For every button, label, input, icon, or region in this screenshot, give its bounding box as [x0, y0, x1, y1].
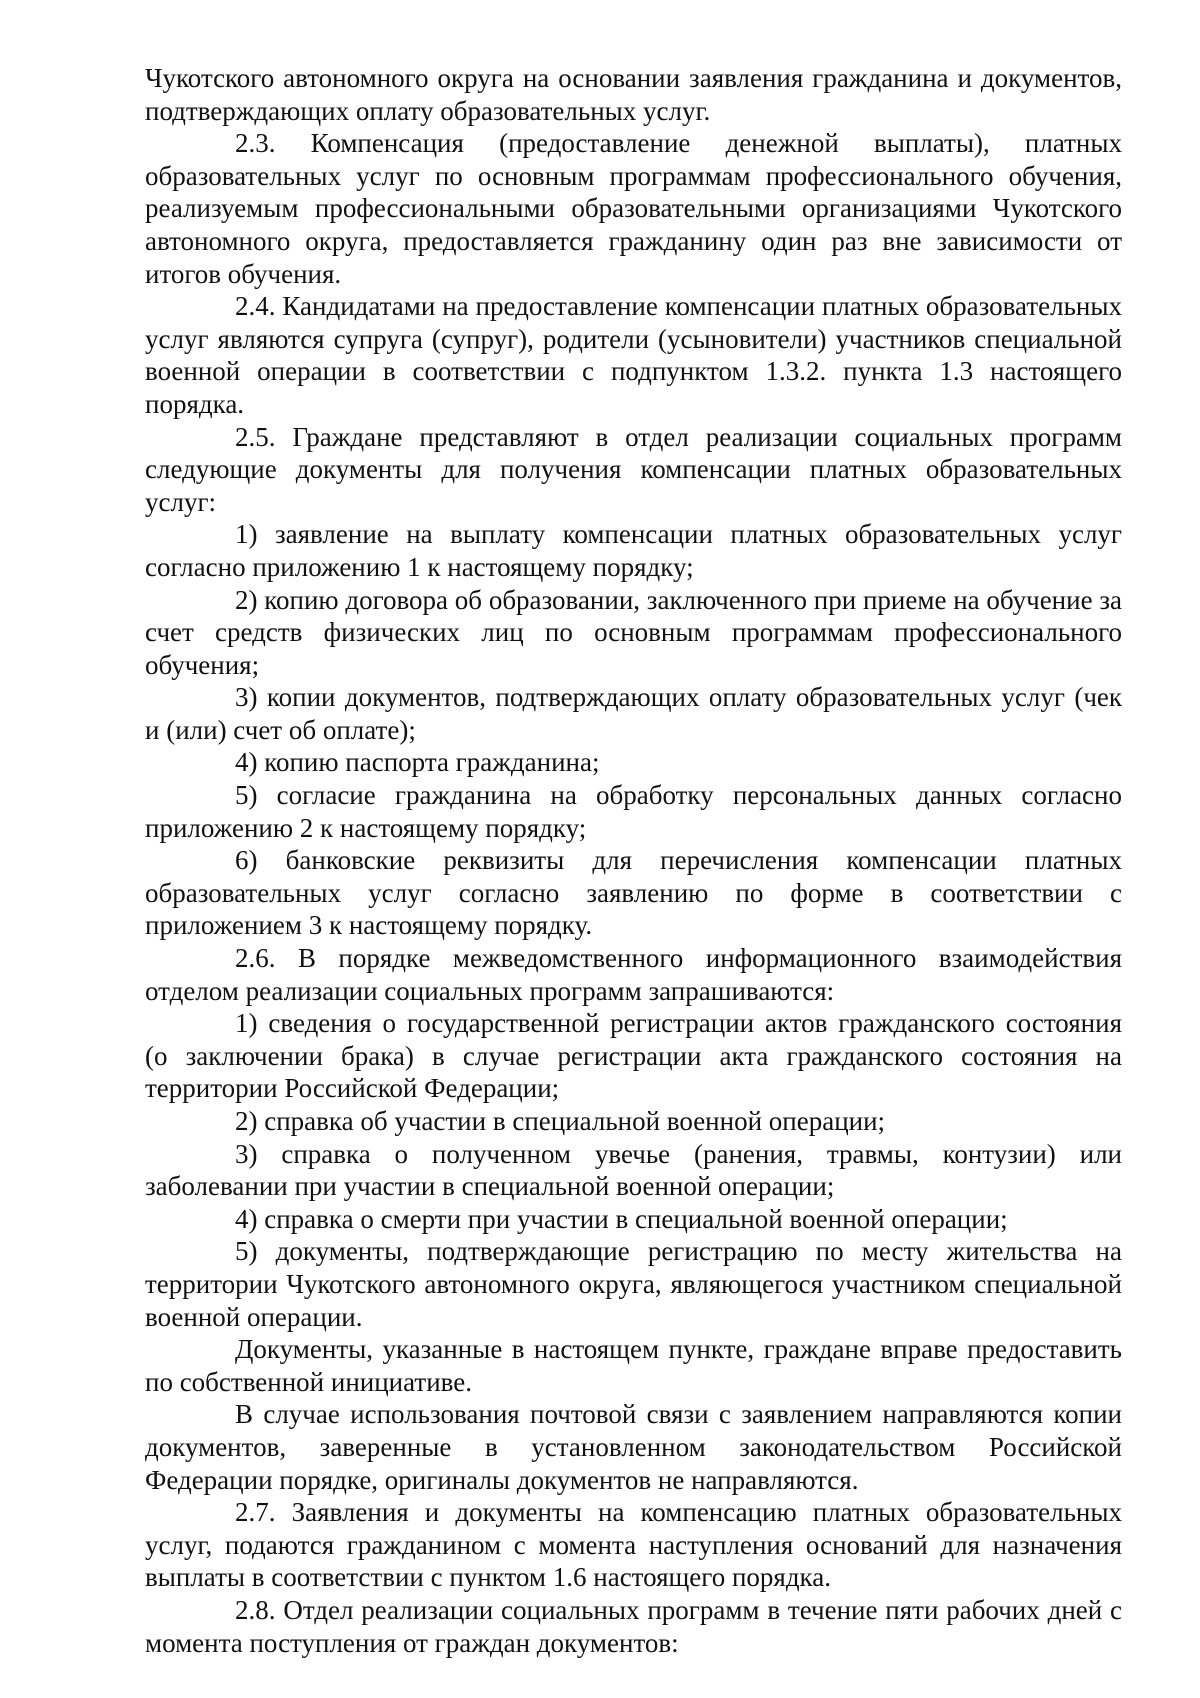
- list-item-2-5-3: 3) копии документов, подтверждающих оплату образовательных услуг (чек и (или) счет об оплате);: [145, 682, 1122, 745]
- list-item-2-5-1: 1) заявление на выплату компенсации платных образовательных услуг согласно приложению 1 к настоящему порядку;: [145, 519, 1122, 582]
- paragraph-2-4: 2.4. Кандидатами на предоставление компенсации платных образовательных услуг являются супруга (супруг), родители (усыновители) участников специальной военной операции в соответствии с подпунктом 1.3.2. пункта 1.3 настоящего порядка.: [145, 291, 1122, 419]
- list-item-2-5-4: 4) копию паспорта гражданина;: [235, 747, 600, 778]
- paragraph-2-8: 2.8. Отдел реализации социальных программ в течение пяти рабочих дней с момента поступления от граждан документов:: [145, 1594, 1122, 1658]
- paragraph-2-6: 2.6. В порядке межведомственного информационного взаимодействия отделом реализации социальных программ запрашиваются:: [145, 943, 1122, 1006]
- list-item-2-5-5: 5) согласие гражданина на обработку персональных данных согласно приложению 2 к настоящему порядку;: [145, 780, 1122, 843]
- list-item-2-6-1: 1) сведения о государственной регистрации актов гражданского состояния (о заключении брака) в случае регистрации акта гражданского состояния на территории Российской Федерации;: [145, 1008, 1122, 1104]
- paragraph-2-5: 2.5. Граждане представляют в отдел реализации социальных программ следующие документы для получения компенсации платных образовательных услуг:: [145, 421, 1122, 517]
- paragraph-documents-initiative: Документы, указанные в настоящем пункте, граждане вправе предоставить по собственной инициативе.: [145, 1334, 1122, 1397]
- paragraph-2-3: 2.3. Компенсация (предоставление денежной выплаты), платных образовательных услуг по основным программам профессионального обучения, реализуемым профессиональными образовательными организациями Чукотского автономного округа, предоставляется гражданину один раз вне зависимости от итогов обучения.: [145, 128, 1122, 289]
- document-page: [145, 62, 1122, 1659]
- list-item-2-5-6: 6) банковские реквизиты для перечисления компенсации платных образовательных услуг согласно заявлению по форме в соответствии с приложением 3 к настоящему порядку.: [145, 845, 1122, 941]
- list-item-2-6-2: 2) справка об участии в специальной военной операции;: [235, 1106, 886, 1136]
- paragraph-postal: В случае использования почтовой связи с заявлением направляются копии документов, заверенные в установленном законодательством Российской Федерации порядке, оригиналы документов не направляются.: [145, 1399, 1122, 1495]
- paragraph-2-7: 2.7. Заявления и документы на компенсацию платных образовательных услуг, подаются гражданином с момента наступления оснований для назначения выплаты в соответствии с пунктом 1.6 настоящего порядка.: [145, 1497, 1122, 1593]
- list-item-2-6-5: 5) документы, подтверждающие регистрацию по месту жительства на территории Чукотского автономного округа, являющегося участником специальной военной операции.: [145, 1236, 1122, 1332]
- list-item-2-6-3: 3) справка о полученном увечье (ранения, травмы, контузии) или заболевании при участии в специальной военной операции;: [145, 1138, 1122, 1202]
- list-item-2-6-4: 4) справка о смерти при участии в специальной военной операции;: [235, 1203, 1008, 1234]
- paragraph-continuation: Чукотского автономного округа на основании заявления гражданина и документов, подтверждающих оплату образовательных услуг.: [145, 63, 1122, 126]
- list-item-2-5-2: 2) копию договора об образовании, заключенного при приеме на обучение за счет средств физических лиц по основным программам профессионального обучения;: [145, 584, 1122, 680]
